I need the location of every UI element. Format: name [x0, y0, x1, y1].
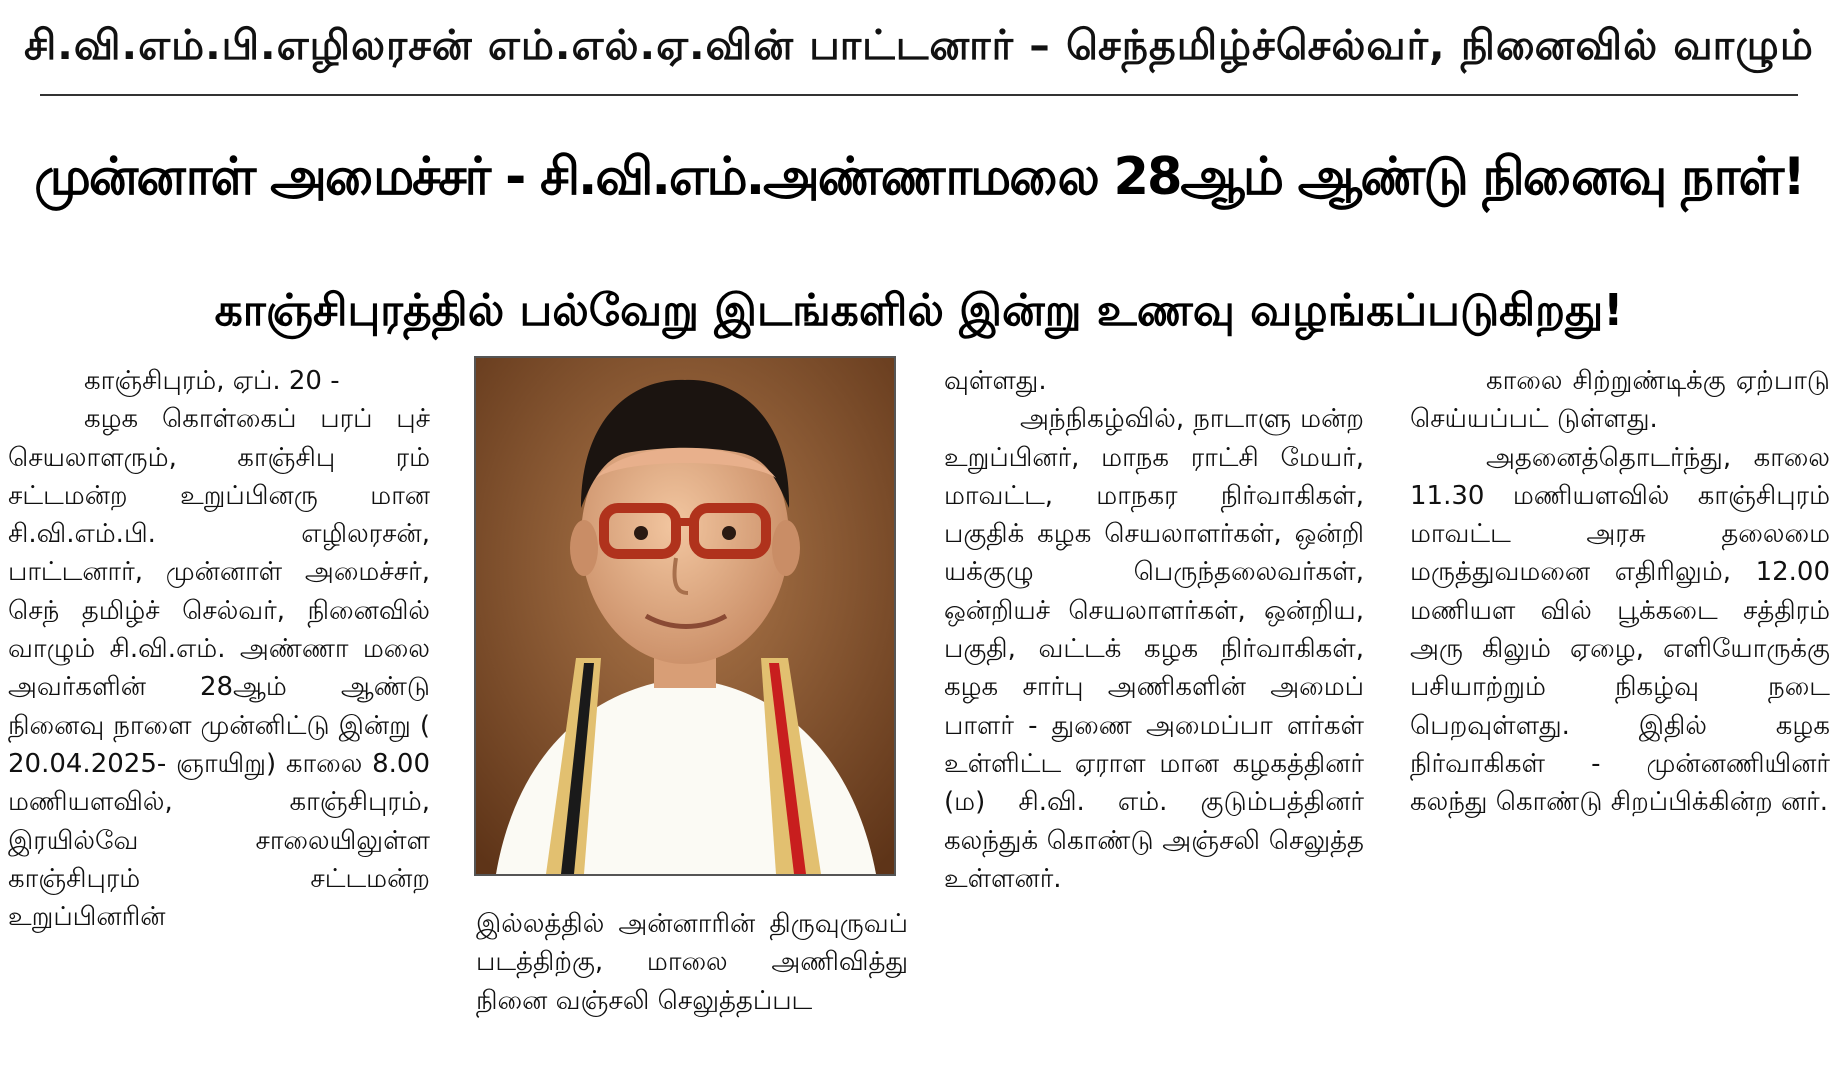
kicker-line: சி.வி.எம்.பி.எழிலரசன் எம்.எல்.ஏ.வின் பாட்டனார் – செந்தமிழ்ச்செல்வர், நினைவில் வாழும்	[24, 21, 1814, 69]
column-4-paragraph-1: காலை சிற்றுண்டிக்கு ஏற்பாடு செய்யப்பட் டுள்ளது.	[1410, 366, 1830, 435]
portrait-photo-icon	[476, 358, 894, 874]
header-divider	[40, 94, 1798, 96]
article-column-1	[8, 362, 430, 936]
article-column-3	[944, 362, 1364, 898]
column-1-paragraph: கழக கொள்கைப் பரப் புச் செயலாளரும், காஞ்சிபு ரம் சட்டமன்ற உறுப்பினரு மான சி.வி.எம்.பி. எழிலரசன், பாட்டனார், முன்னாள் அமைச்சர், செந் தமிழ்ச் செல்வர், நினைவில் வாழும் சி.வி.எம். அண்ணா மலை அவர்களின் 28ஆம் ஆண்டு நினைவு நாளை முன்னிட்டு இன்று ( 20.04.2025- ஞாயிறு) காலை 8.00 மணியளவில், காஞ்சிபுரம், இரயில்வே சாலையிலுள்ள காஞ்சிபுரம் சட்டமன்ற உறுப்பினரின்	[8, 404, 430, 933]
column-3-lead: வுள்ளது.	[944, 366, 1047, 396]
article-column-4	[1410, 362, 1830, 822]
sub-headline: காஞ்சிபுரத்தில் பல்வேறு இடங்களில் இன்று உணவு வழங்கப்படுகிறது!	[214, 284, 1624, 336]
main-headline: முன்னாள் அமைச்சர் - சி.வி.எம்.அண்ணாமலை 28ஆம் ஆண்டு நினைவு நாள்!	[34, 146, 1804, 207]
article-column-2	[476, 905, 908, 1020]
column-3-paragraph: அந்நிகழ்வில், நாடாளு மன்ற உறுப்பினர், மாநக ராட்சி மேயர், மாவட்ட, மாநகர நிர்வாகிகள், பகுதிக் கழக செயலாளர்கள், ஒன்றி யக்குழு பெருந்தலைவர்கள், ஒன்றியச் செயலாளர்கள், ஒன்றிய, பகுதி, வட்டக் கழக நிர்வாகிகள், கழக சார்பு அணிகளின் அமைப் பாளர் - துணை அமைப்பா ளர்கள் உள்ளிட்ட ஏராள மான கழகத்தினர் (ம) சி.வி. எம். குடும்பத்தினர் கலந்துக் கொண்டு அஞ்சலி செலுத்த உள்ளனர்.	[944, 404, 1364, 894]
column-2-paragraph: இல்லத்தில் அன்னாரின் திருவுருவப் படத்திற்கு, மாலை அணிவித்து நினை வஞ்சலி செலுத்தப்பட	[476, 909, 908, 1016]
column-4-paragraph-2: அதனைத்தொடர்ந்து, காலை 11.30 மணியளவில் காஞ்சிபுரம் மாவட்ட அரசு தலைமை மருத்துவமனை எதிரிலும், 12.00 மணியள வில் பூக்கடை சத்திரம் அரு கிலும் ஏழை, எளியோருக்கு பசியாற்றும் நிகழ்வு நடை பெறவுள்ளது. இதில் கழக நிர்வாகிகள் - முன்னணியினர் கலந்து கொண்டு சிறப்பிக்கின்ற னர்.	[1410, 442, 1830, 818]
dateline: காஞ்சிபுரம், ஏப். 20 -	[84, 366, 340, 396]
portrait-photo	[474, 356, 896, 876]
